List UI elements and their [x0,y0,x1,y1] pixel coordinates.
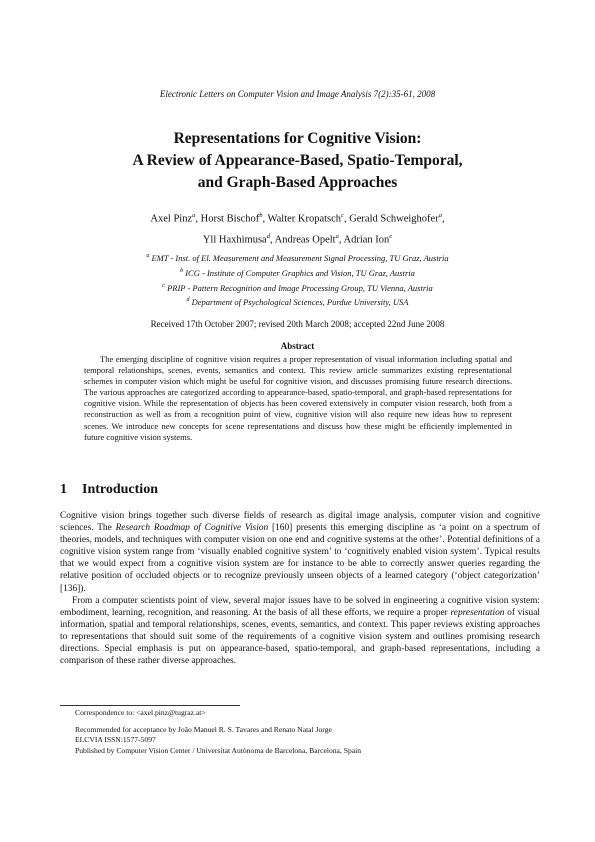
author-name: Adrian Ion [343,234,390,245]
journal-header: Electronic Letters on Computer Vision and Image Analysis 7(2):35-61, 2008 [159,89,436,99]
affiliation-item: $^d$ Department of Psychological Sciences, Purdue University, USA [186,297,409,308]
abstract-heading: Abstract [280,341,315,351]
author-line-2: Yll Haxhimusa$^d$, Andreas Opelt$^a$, Adrian Ion$^c$ [202,232,393,245]
paragraph: Cognitive vision brings together such diverse fields of research as digital image analysis, computer vision and cognitive sciences. The Research Roadmap of Cognitive Vision [160] presents this emerging discipline as ‘a point on a spectrum of theories, models, and techniques with computer vision on one end and cognitive systems at the other’. Potential definitions of a cognitive vision system range from ‘visually enabled cognitive system’ to ‘cognitively enabled vision system’. Typical results that we would expect from a cognitive vision system are for instance to be able to correctly answer queries regarding the relative position of occluded objects or to recognize previously unseen objects of a learned category (‘object categorization’ [136]). [60,511,540,594]
affiliation-item: $^c$ PRIP - Pattern Recognition and Image Processing Group, TU Vienna, Austria [162,282,433,293]
author-name: Yll Haxhimusa [202,234,267,245]
abstract-text: The emerging discipline of cognitive vision requires a proper representation of visual information including spatial and temporal relationships, scenes, events, semantics and context. This review article summarizes existing representational schemes in computer vision which might be useful for cognitive vision, and discusses promising future research directions. The various approaches are categorized according to appearance-based, spatio-temporal, and graph-based representations for cognitive vision. While the representation of objects has been covered extensively in computer vision research, both from a reconstruction as well as from a recognition point of view, cognitive vision will also require new ideas how to represent scenes. We introduce new concepts for scene representations and discuss how these might be efficiently implemented in future cognitive vision systems. [84,354,512,442]
affiliation-item: $^b$ ICG - Institute of Computer Graphics and Vision, TU Graz, Austria [180,267,415,278]
affiliation-list [0,250,595,309]
title-line-3: and Graph-Based Approaches [197,174,398,191]
correspondence-note: Correspondence to: <axel.pinz@tugraz.at> [75,708,206,717]
author-mark: c [341,212,344,219]
affiliation-item: $^a$ EMT - Inst. of El. Measurement and Measurement Signal Processing, TU Graz, Austria [146,252,449,263]
author-name: Walter Kropatsch [267,213,342,225]
italic-term: representation [450,607,505,618]
author-line-1: Axel Pinz$^a$, Horst Bischof$^b$, Walter Kropatsch$^c$, Gerald Schweighofer$^a$, [150,212,445,225]
section-title: Introduction [82,482,158,497]
author-list [0,207,595,248]
recommended-note: Recommended for acceptance by João Manuel R. S. Tavares and Renato Natal Jorge [75,725,332,735]
author-name: Andreas Opelt [274,234,336,245]
issn-note: ELCVIA ISSN:1577-5097 [75,735,156,745]
footnote [75,708,535,756]
author-mark: d [266,232,270,240]
section-number: 1 [60,482,67,497]
author-mark: a [192,212,196,219]
author-name: Gerald Schweighofer [349,213,439,225]
author-mark: c [389,232,393,240]
author-mark: a [335,232,339,240]
author-name: Horst Bischof [200,213,260,225]
author-mark: a [438,212,442,219]
section-heading [60,482,158,498]
author-mark: b [259,212,263,219]
author-name: Axel Pinz [150,213,193,225]
title-line-1: Representations for Cognitive Vision: [173,130,422,147]
introduction-body [60,510,540,667]
publisher-note: Published by Computer Vision Center / Universitat Autònoma de Barcelona, Barcelona, Spain [75,745,362,755]
paper-title [0,128,595,194]
title-line-2: A Review of Appearance-Based, Spatio-Temporal, [132,152,463,169]
received-dates: Received 17th October 2007; revised 20th March 2008; accepted 22nd June 2008 [150,319,445,329]
paragraph: From a computer scientists point of view, several major issues have to be solved in engineering a cognitive vision system: embodiment, learning, recognition, and reasoning. At the basis of all these efforts, we require a proper representation of visual information, spatial and temporal relationships, scenes, events, semantics, and context. This paper reviews existing approaches to representations that should suit some of the requirements of a cognitive vision system and outlines promising research directions. Special emphasis is put on appearance-based, spatio-temporal, and graph-based representations, including a comparison of these rather diverse approaches. [60,595,540,667]
footnote-rule [60,705,240,706]
italic-citation: Research Roadmap of Cognitive Vision [115,523,269,534]
